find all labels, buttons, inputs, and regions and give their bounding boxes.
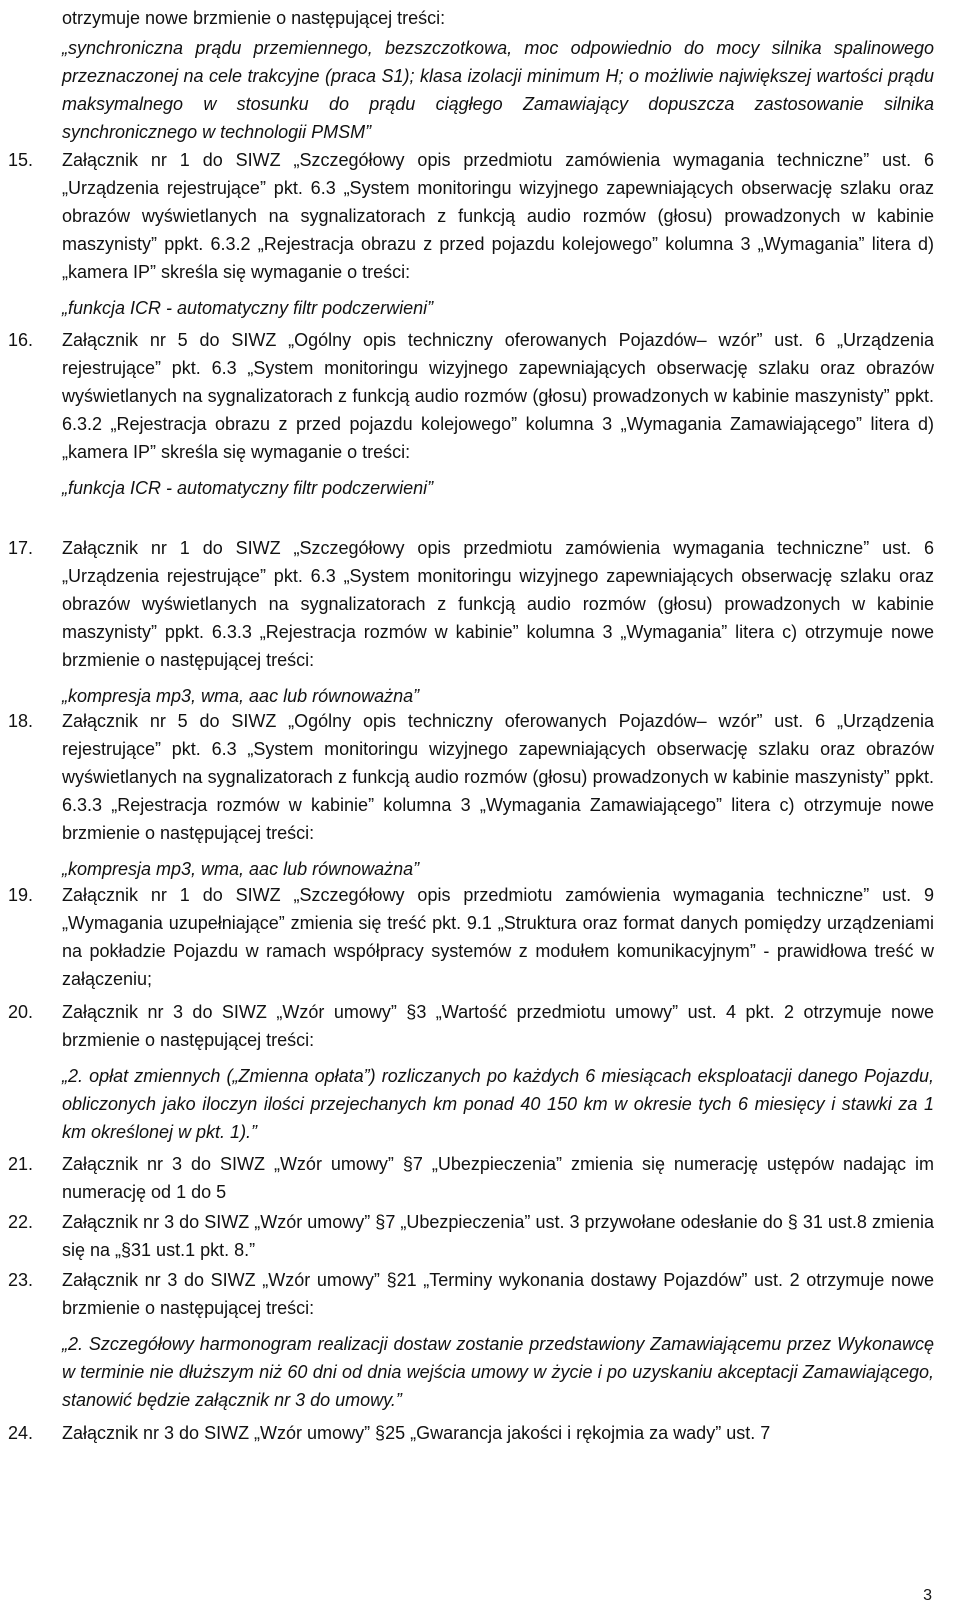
list-item-15 xyxy=(0,146,934,322)
item-text: Załącznik nr 3 do SIWZ „Wzór umowy” §25 „Gwarancja jakości i rękojmia za wady” ust. 7 xyxy=(62,1423,771,1443)
item-text: Załącznik nr 3 do SIWZ „Wzór umowy” §3 „Wartość przedmiotu umowy” ust. 4 pkt. 2 otrzymuje nowe brzmienie o następującej treści: xyxy=(62,1002,934,1050)
intro-quote: „synchroniczna prądu przemiennego, bezszczotkowa, moc odpowiednio do mocy silnika spalinowego przeznaczonej na cele trakcyjne (praca S1); klasa izolacji minimum H; o możliwie największej wartości prądu maksymalnego w stosunku do prądu ciągłego Zamawiający dopuszcza zastosowanie silnika synchronicznego w technologii PMSM” xyxy=(62,38,934,142)
item-text: Załącznik nr 1 do SIWZ „Szczegółowy opis przedmiotu zamówienia wymagania techniczne” ust. 6 „Urządzenia rejestrujące” pkt. 6.3 „System monitoringu wizyjnego zapewniających obserwację szlaku oraz obrazów wyświetlanych na sygnalizatorach z funkcją audio rozmów (głosu) prowadzonych w kabinie maszynisty” ppkt. 6.3.3 „Rejestracja rozmów w kabinie” kolumna 3 „Wymagania” litera c) otrzymuje nowe brzmienie o następującej treści: xyxy=(62,538,934,670)
list-item-21 xyxy=(0,1150,934,1206)
item-number: 21. xyxy=(8,1154,34,1174)
list-item-23 xyxy=(0,1266,934,1414)
item-text: Załącznik nr 3 do SIWZ „Wzór umowy” §21 „Terminy wykonania dostawy Pojazdów” ust. 2 otrzymuje nowe brzmienie o następującej treści: xyxy=(62,1270,934,1318)
item-number: 18. xyxy=(8,711,34,731)
item-number: 24. xyxy=(8,1423,34,1443)
list-item-18 xyxy=(0,707,934,883)
intro-line: otrzymuje nowe brzmienie o następującej treści: xyxy=(62,8,446,28)
list-item-16 xyxy=(0,326,934,502)
item-text: Załącznik nr 5 do SIWZ „Ogólny opis techniczny oferowanych Pojazdów– wzór” ust. 6 „Urządzenia rejestrujące” pkt. 6.3 „System monitoringu wizyjnego zapewniających obserwację szlaku oraz obrazów wyświetlanych na sygnalizatorach z funkcją audio rozmów (głosu) prowadzonych w kabinie maszynisty” ppkt. 6.3.2 „Rejestracja obrazu z przed pojazdu kolejowego” kolumna 3 „Wymagania Zamawiającego” litera d) „kamera IP” skreśla się wymaganie o treści: xyxy=(62,330,934,462)
item-number: 17. xyxy=(8,538,34,558)
item-quote: „kompresja mp3, wma, aac lub równoważna” xyxy=(62,859,420,879)
item-number: 23. xyxy=(8,1270,34,1290)
item-number: 16. xyxy=(8,330,34,350)
item-text: Załącznik nr 1 do SIWZ „Szczegółowy opis przedmiotu zamówienia wymagania techniczne” ust. 6 „Urządzenia rejestrujące” pkt. 6.3 „System monitoringu wizyjnego zapewniających obserwację szlaku oraz obrazów wyświetlanych na sygnalizatorach z funkcją audio rozmów (głosu) prowadzonych w kabinie maszynisty” ppkt. 6.3.2 „Rejestracja obrazu z przed pojazdu kolejowego” kolumna 3 „Wymagania” litera d) „kamera IP” skreśla się wymaganie o treści: xyxy=(62,150,934,282)
item-text: Załącznik nr 5 do SIWZ „Ogólny opis techniczny oferowanych Pojazdów– wzór” ust. 6 „Urządzenia rejestrujące” pkt. 6.3 „System monitoringu wizyjnego zapewniających obserwację szlaku oraz obrazów wyświetlanych na sygnalizatorach z funkcją audio rozmów (głosu) prowadzonych w kabinie maszynisty” ppkt. 6.3.3 „Rejestracja rozmów w kabinie” kolumna 3 „Wymagania Zamawiającego” litera c) otrzymuje nowe brzmienie o następującej treści: xyxy=(62,711,934,843)
list-item-17 xyxy=(0,534,934,710)
list-item-19 xyxy=(0,881,934,993)
item-quote: „2. opłat zmiennych („Zmienna opłata”) rozliczanych po każdych 6 miesiącach eksploatacji danego Pojazdu, obliczonych jako iloczyn ilości przejechanych km ponad 40 150 km w okresie tych 6 miesięcy i stawki za 1 km określonej w pkt. 1).” xyxy=(62,1066,934,1142)
item-text: Załącznik nr 3 do SIWZ „Wzór umowy” §7 „Ubezpieczenia” zmienia się numerację ustępów nadając im numerację od 1 do 5 xyxy=(62,1154,934,1202)
item-text: Załącznik nr 3 do SIWZ „Wzór umowy” §7 „Ubezpieczenia” ust. 3 przywołane odesłanie do § 31 ust.8 zmienia się na „§31 ust.1 pkt. 8.” xyxy=(62,1212,934,1260)
item-quote: „2. Szczegółowy harmonogram realizacji dostaw zostanie przedstawiony Zamawiającemu przez Wykonawcę w terminie nie dłuższym niż 60 dni od dnia wejścia umowy w życie i po uzyskaniu akceptacji Zamawiającego, stanowić będzie załącznik nr 3 do umowy.” xyxy=(62,1334,934,1410)
item-quote: „funkcja ICR - automatyczny filtr podczerwieni” xyxy=(62,478,434,498)
item-quote: „kompresja mp3, wma, aac lub równoważna” xyxy=(62,686,420,706)
item-number: 15. xyxy=(8,150,34,170)
item-text: Załącznik nr 1 do SIWZ „Szczegółowy opis przedmiotu zamówienia wymagania techniczne” ust. 9 „Wymagania uzupełniające” zmienia się treść pkt. 9.1 „Struktura oraz format danych pomiędzy urządzeniami na pokładzie Pojazdu w ramach współpracy systemów z modułem komunikacyjnym” - prawidłowa treść w załączeniu; xyxy=(62,885,934,989)
item-number: 19. xyxy=(8,885,34,905)
item-number: 20. xyxy=(8,1002,34,1022)
list-item-24 xyxy=(0,1419,934,1447)
item-quote: „funkcja ICR - automatyczny filtr podczerwieni” xyxy=(62,298,434,318)
list-item-22 xyxy=(0,1208,934,1264)
list-item-20 xyxy=(0,998,934,1146)
item-number: 22. xyxy=(8,1212,34,1232)
page-number: 3 xyxy=(923,1587,932,1604)
